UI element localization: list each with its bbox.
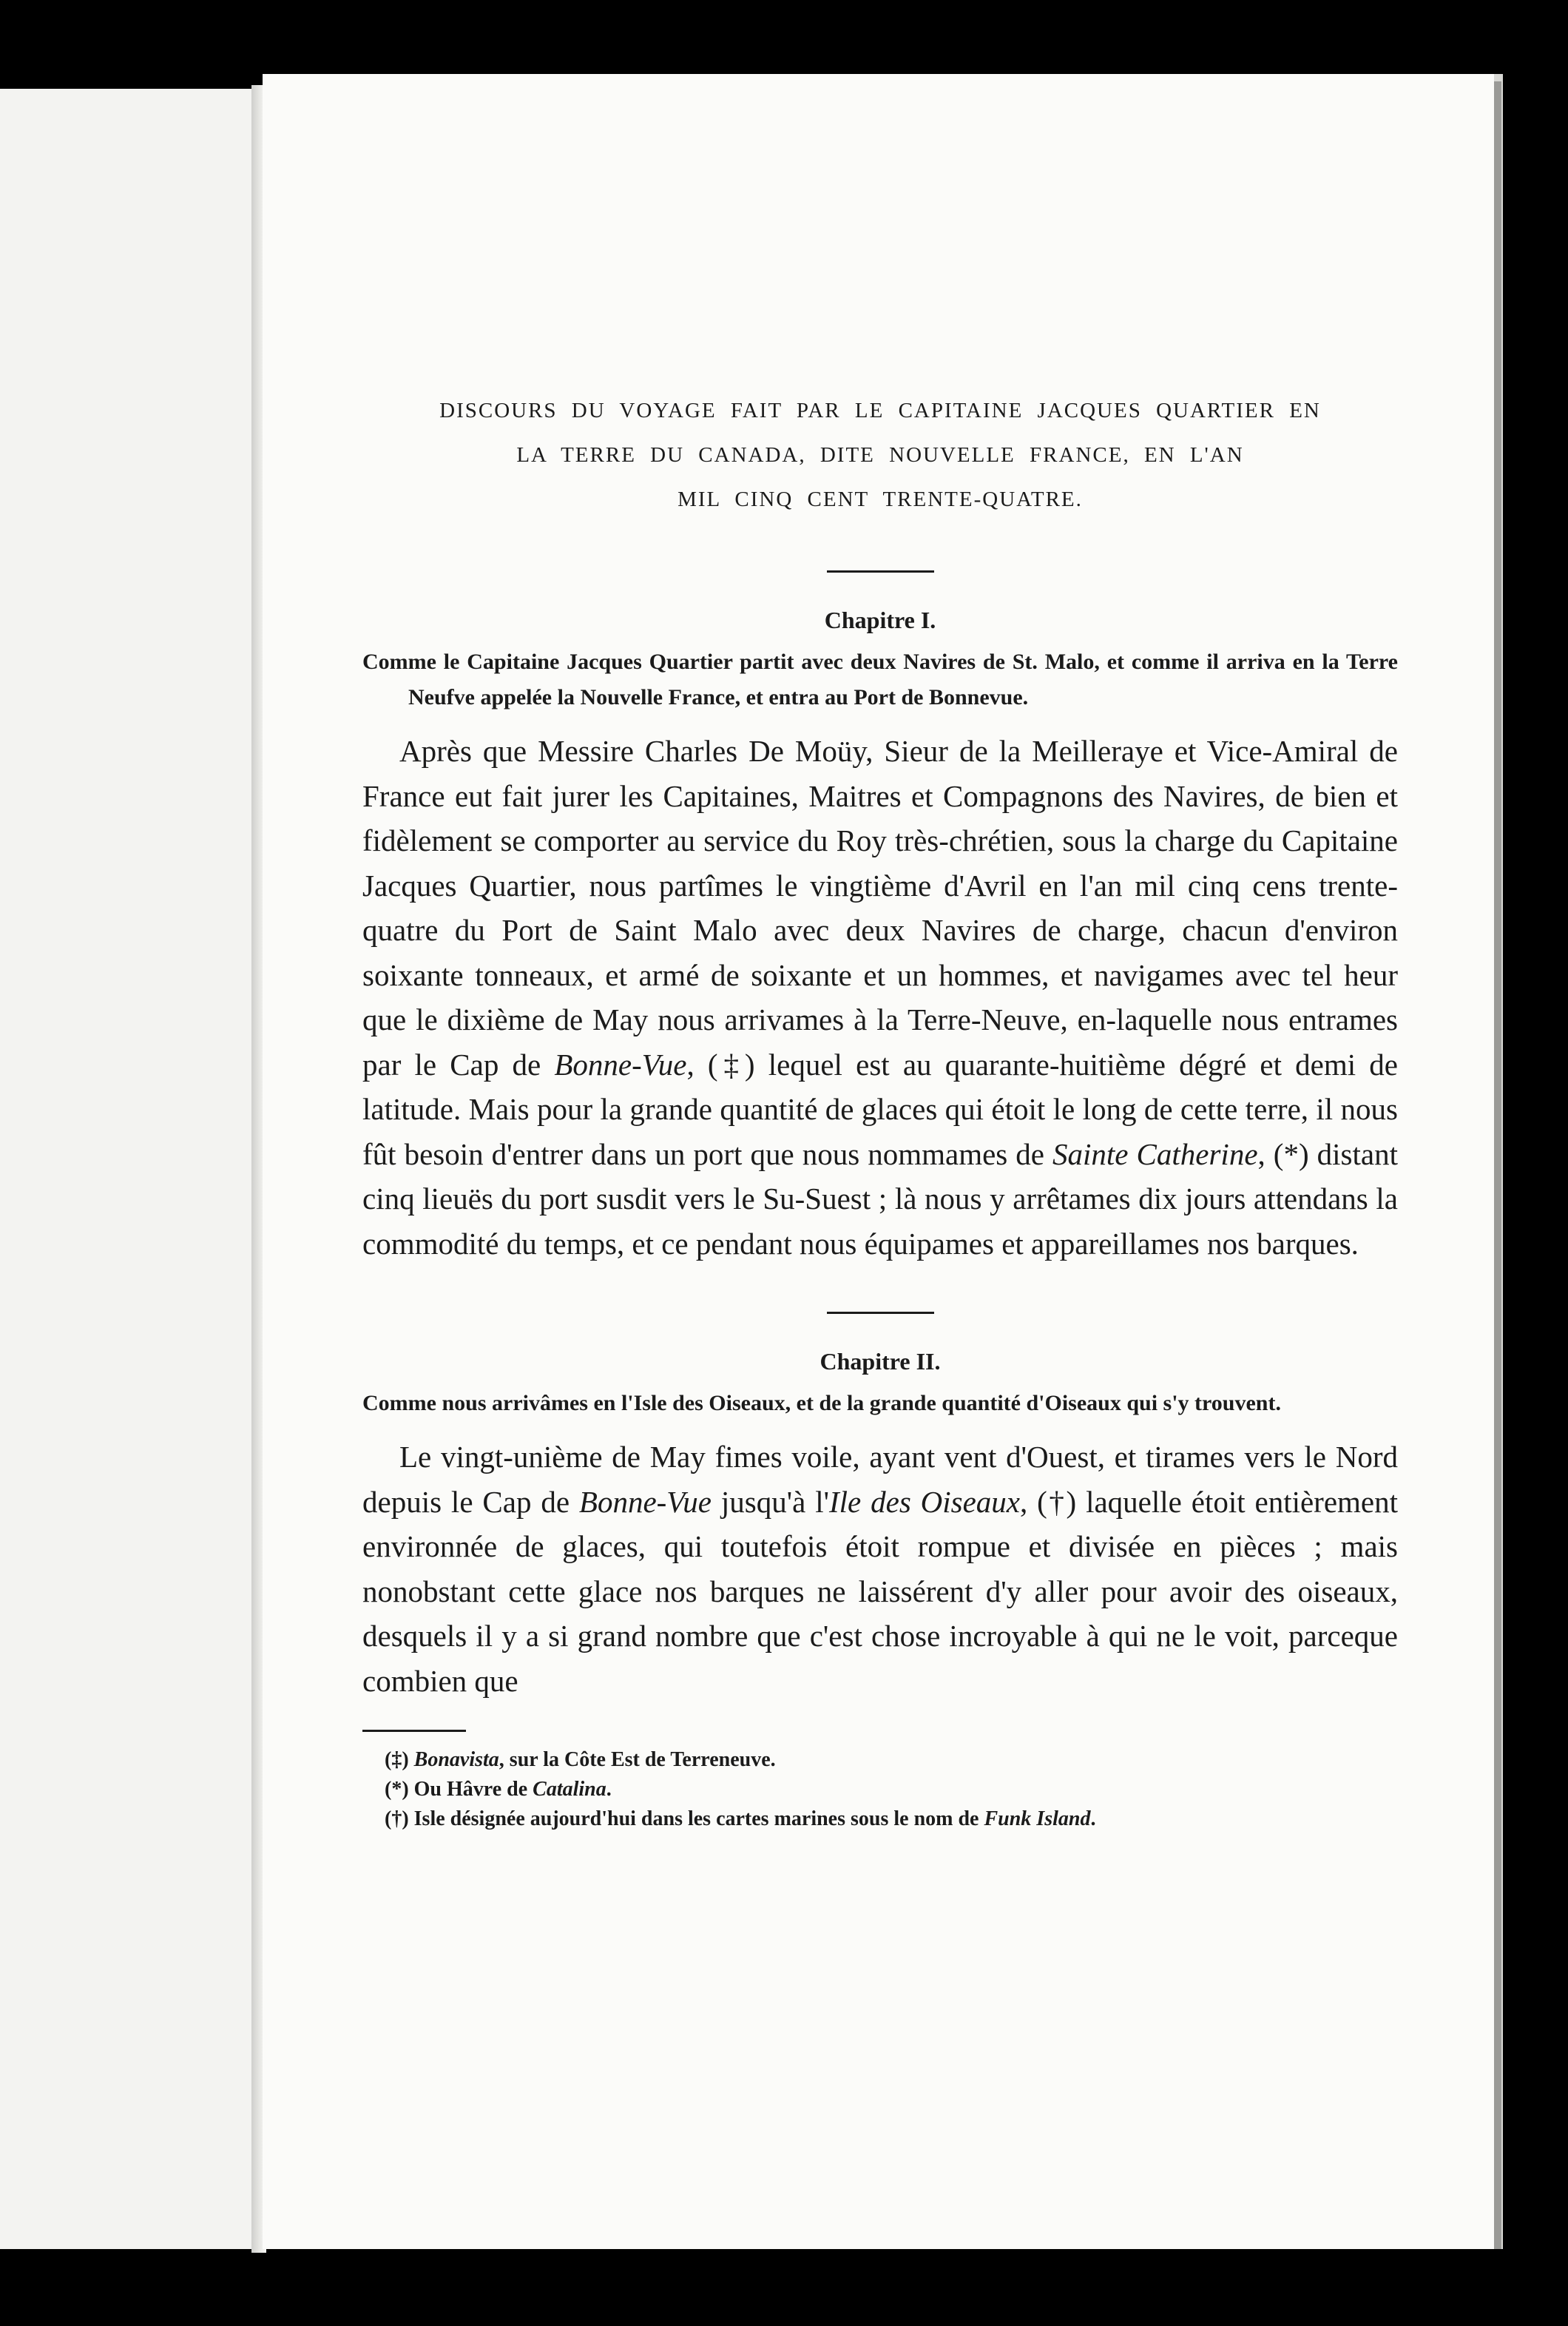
chapter-heading: Chapitre I. [824,607,936,633]
italic-place-name: Bonne-Vue [554,1047,687,1082]
footnote-text: Ou Hâvre de [413,1778,533,1801]
italic-place-name: Bonne-Vue [578,1484,712,1519]
italic-place-name: Funk Island [984,1807,1091,1830]
chapter-heading: Chapitre II. [820,1348,941,1375]
body-text-run: Le vingt-unième de May fimes voile, ayant vent d'Ouest, et tirames vers le Nord depuis le Cap de [362,1440,1398,1519]
body-text-run: Après que Messire Charles De Moüy, Sieur de la Meilleraye et Vice-Amiral de France eut fait jurer les Capitaines, Maitres et Compagnons des Navires, de bien et fidèlement se comporter au service du Roy très-chrétien, sous la charge du Capitaine Jacques Quartier, nous partîmes le vingtième d'Avril en l'an mil cinq cens trente-quatre du Port de Saint Malo avec deux Navires de charge, chacun d'environ soixante tonneaux, et armé de soixante et un hommes, et navigames avec tel heur que le dixième de May nous arrivames à la Terre-Neuve, en-laquelle nous entrames par le Cap de [362,734,1398,1082]
italic-place-name: Ile des Oiseaux [829,1484,1021,1519]
footnote-text: Isle désignée aujourd'hui dans les cartes marines sous le nom de [413,1807,984,1830]
chapter-summary: Comme nous arrivâmes en l'Isle des Oiseaux, et de la grande quantité d'Oiseaux qui s'y trouvent. [362,1391,1281,1415]
chapter-body [362,729,1398,1266]
chapter-body [362,1435,1398,1703]
footnotes [362,1745,1398,1834]
page-edge-shadow [1494,81,1501,2249]
body-text-run: , (†) laquelle étoit entièrement environnée de glaces, qui toutefois étoit rompue et divisée en pièces ; mais nonobstant cette glace nos barques ne laissérent d'y aller pour avoir des oiseaux, desquels il y a si grand nombre que c'est chose incroyable à qui ne le voit, parceque combien que [362,1484,1399,1698]
body-text-run: , (*) distant cinq lieuës du port susdit vers le Su-Suest ; là nous y arrêtames dix jours attendans la commodité du temps, et ce pendant nous équipames et appareillames nos barques. [362,1136,1398,1261]
body-text-run: , (‡) lequel est au quarante-huitième dégré et demi de latitude. Mais pour la grande quantité de glaces qui étoit le long de cette terre, il nous fût besoin d'entrer dans un port que nous nommames de [362,1047,1398,1171]
footnote-text: . [606,1778,612,1801]
facing-page-edge [0,89,259,2249]
footnote-text: , sur la Côte Est de Terreneuve. [499,1748,776,1771]
footnote [362,1804,1398,1834]
chapter-summary: Comme le Capitaine Jacques Quartier partit avec deux Navires de St. Malo, et comme il arriva en la Terre Neufve appelée la Nouvelle France, et entra au Port de Bonnevue. [362,650,1398,709]
title-line: DISCOURS DU VOYAGE FAIT PAR LE CAPITAINE JACQUES QUARTIER EN [439,399,1321,422]
title-line: MIL CINQ CENT TRENTE-QUATRE. [677,488,1083,511]
footnote-text: . [1090,1807,1096,1830]
title-line: LA TERRE DU CANADA, DITE NOUVELLE FRANCE, EN L'AN [516,443,1244,467]
document-title [362,388,1398,522]
footnote [362,1745,1398,1775]
footnote-mark: (†) [385,1807,409,1830]
italic-place-name: Bonavista [413,1748,499,1771]
footnote-mark: (‡) [385,1748,409,1771]
body-text-run: jusqu'à l' [712,1484,829,1519]
chapter-2 [362,1348,1398,1703]
page-content [362,388,1398,1834]
chapter-1 [362,607,1398,1266]
footnote-mark: (*) [385,1778,409,1801]
italic-place-name: Catalina [533,1778,606,1801]
italic-place-name: Sainte Catherine [1052,1136,1258,1171]
footnote [362,1775,1398,1804]
